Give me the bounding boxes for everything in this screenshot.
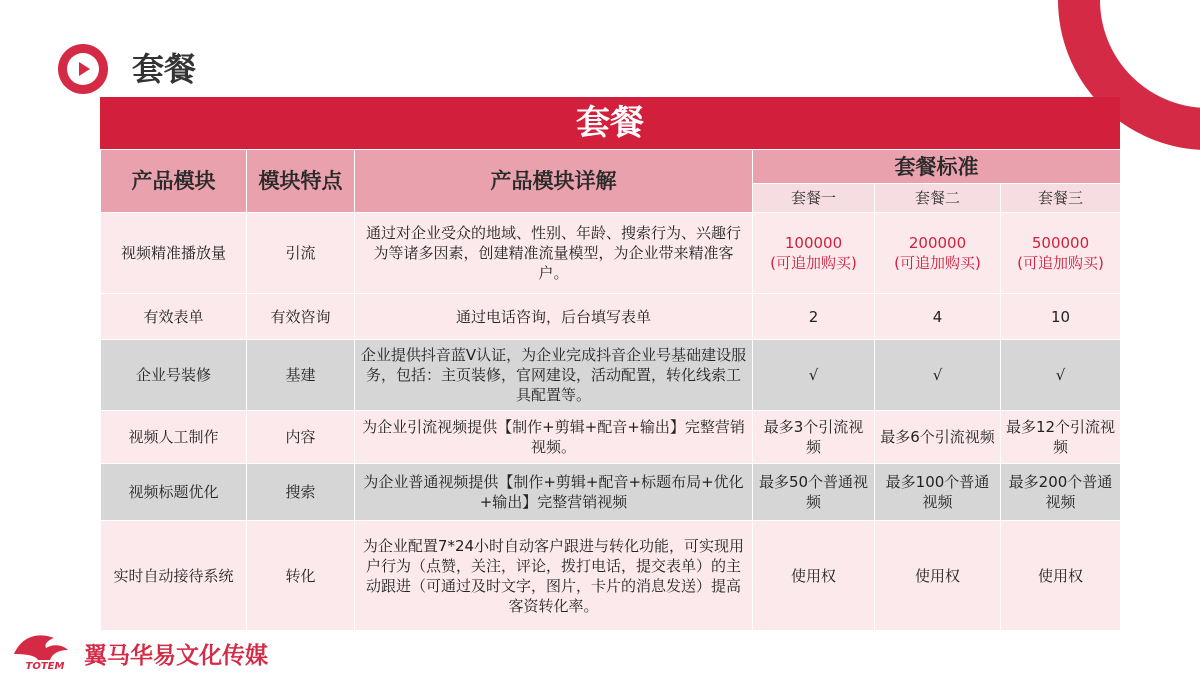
table-row [101,411,1121,464]
row-feature: 有效咨询 [247,294,355,340]
row-module: 企业号装修 [101,340,247,411]
header-module-detail: 产品模块详解 [355,150,753,213]
table-row [101,464,1121,521]
header-plan-1: 套餐一 [753,184,875,213]
row-feature: 搜索 [247,464,355,521]
row-plan-1: √ [753,340,875,411]
row-module: 视频标题优化 [101,464,247,521]
row-feature: 基建 [247,340,355,411]
row-plan-3: 最多200个普通视频 [1001,464,1121,521]
row-plan-2: 200000 (可追加购买) [875,213,1001,294]
row-module: 有效表单 [101,294,247,340]
header-plan-2: 套餐二 [875,184,1001,213]
row-detail: 为企业配置7*24小时自动客户跟进与转化功能，可实现用户行为（点赞，关注，评论，拨打电话，提交表单）的主动跟进（可通过及时文字，图片，卡片的消息发送）提高客资转化率。 [355,521,753,631]
play-circle-icon [58,44,108,94]
table-row [101,213,1121,294]
row-detail: 为企业普通视频提供【制作+剪辑+配音+标题布局+优化+输出】完整营销视频 [355,464,753,521]
row-plan-2: 4 [875,294,1001,340]
row-plan-2: √ [875,340,1001,411]
table-row [101,521,1121,631]
row-feature: 转化 [247,521,355,631]
table-banner-title: 套餐 [100,97,1120,149]
row-module: 实时自动接待系统 [101,521,247,631]
row-detail: 为企业引流视频提供【制作+剪辑+配音+输出】完整营销视频。 [355,411,753,464]
row-plan-1: 100000 (可追加购买) [753,213,875,294]
table-row [101,340,1121,411]
header-module-feature: 模块特点 [247,150,355,213]
row-plan-2: 最多6个引流视频 [875,411,1001,464]
svg-text:TOTEM: TOTEM [25,661,65,672]
row-plan-1: 最多50个普通视频 [753,464,875,521]
row-detail: 通过电话咨询，后台填写表单 [355,294,753,340]
header-plan-3: 套餐三 [1001,184,1121,213]
header-product-module: 产品模块 [101,150,247,213]
row-detail: 企业提供抖音蓝V认证，为企业完成抖音企业号基础建设服务，包括：主页装修，官网建设，活动配置，转化线索工具配置等。 [355,340,753,411]
row-plan-3: 使用权 [1001,521,1121,631]
row-plan-1: 使用权 [753,521,875,631]
page-title: 套餐 [132,50,197,88]
row-feature: 内容 [247,411,355,464]
row-plan-3: 最多12个引流视频 [1001,411,1121,464]
row-plan-1: 最多3个引流视频 [753,411,875,464]
row-plan-2: 最多100个普通视频 [875,464,1001,521]
row-detail: 通过对企业受众的地域、性别、年龄、搜索行为、兴趣行为等诸多因素，创建精准流量模型，为企业带来精准客户。 [355,213,753,294]
row-module: 视频精准播放量 [101,213,247,294]
row-module: 视频人工制作 [101,411,247,464]
row-feature: 引流 [247,213,355,294]
row-plan-2: 使用权 [875,521,1001,631]
row-plan-3: 10 [1001,294,1121,340]
package-table [100,149,1121,631]
header-package-standard: 套餐标准 [753,150,1121,184]
totem-horse-logo [8,630,82,672]
row-plan-1: 2 [753,294,875,340]
table-row [101,294,1121,340]
row-plan-3: 500000 (可追加购买) [1001,213,1121,294]
row-plan-3: √ [1001,340,1121,411]
footer-brand-name: 翼马华易文化传媒 [84,643,268,669]
